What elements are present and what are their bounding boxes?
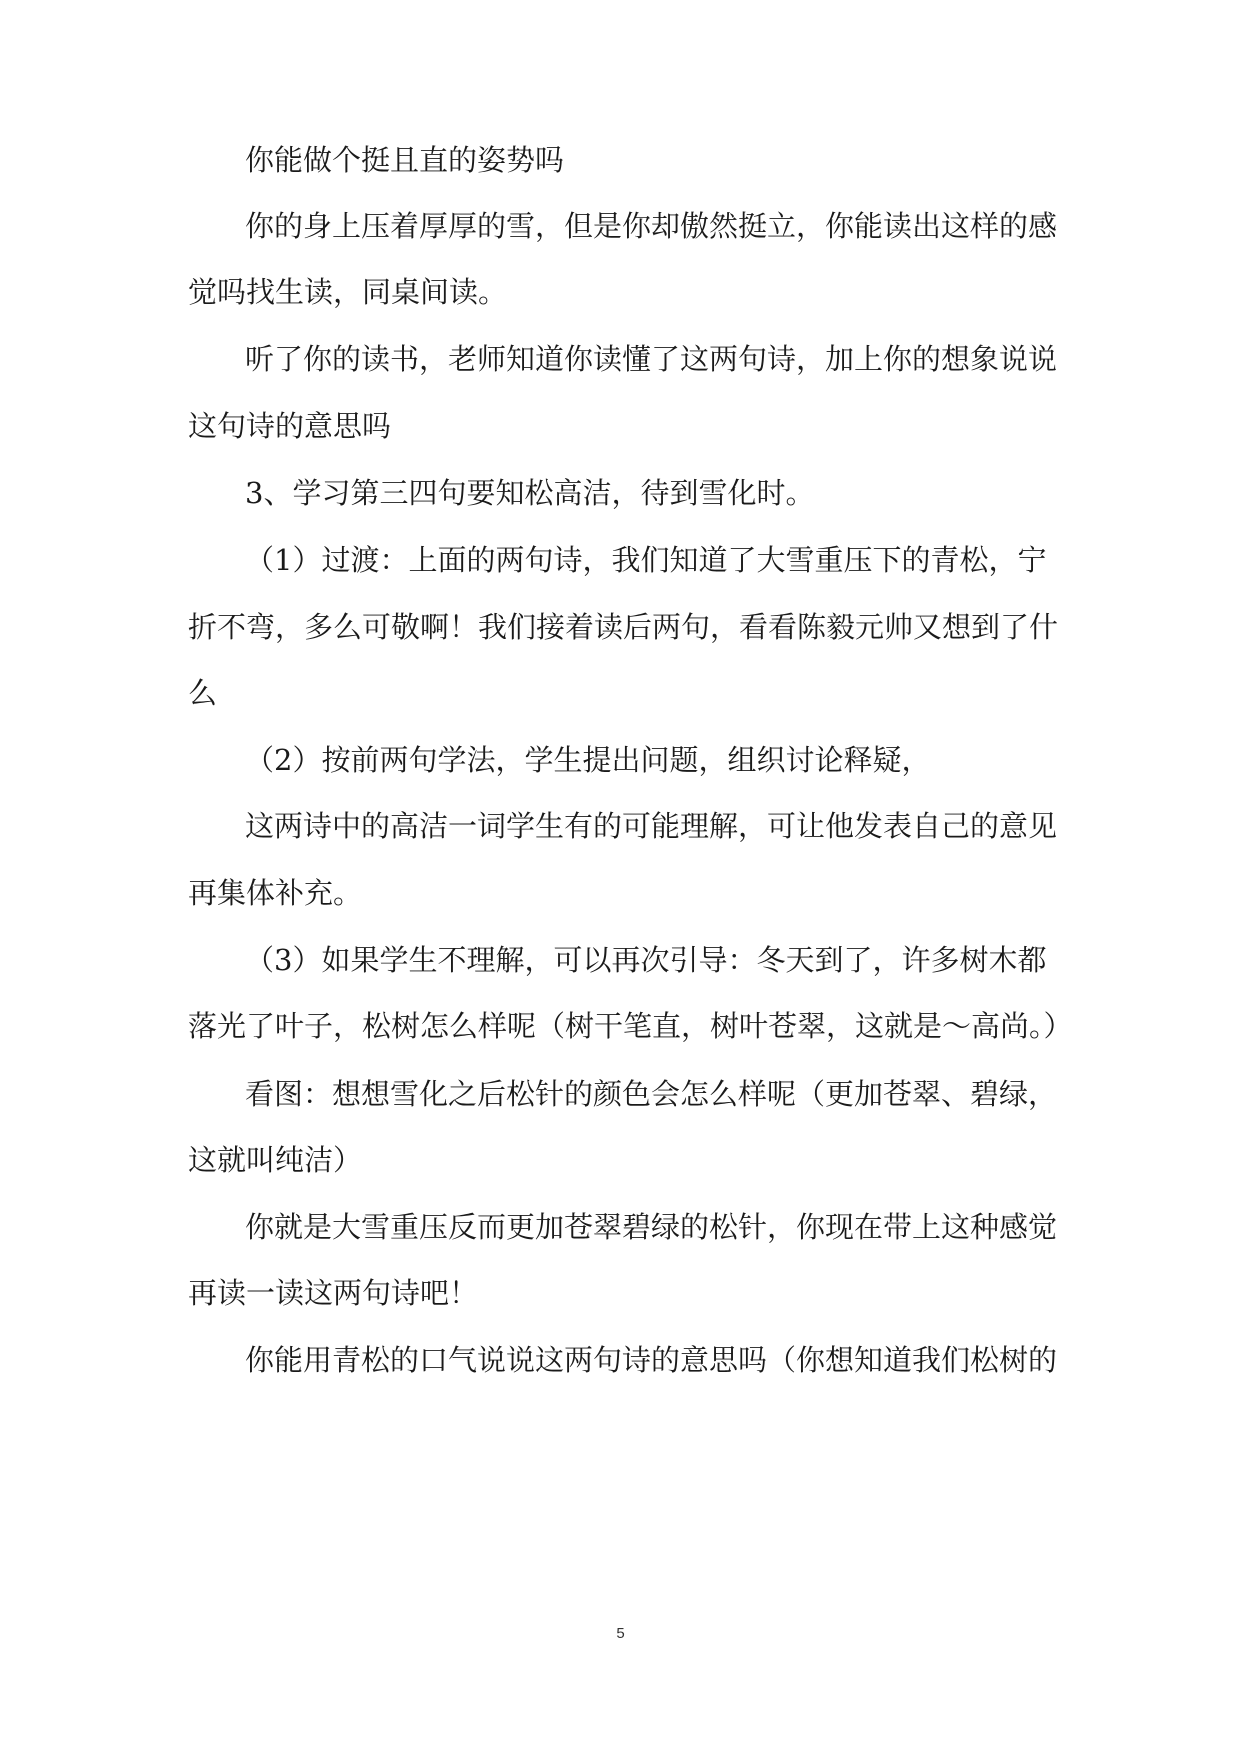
text-line: 么 (188, 676, 218, 710)
text-line: 再读一读这两句诗吧！ (188, 1276, 479, 1310)
text-line: 觉吗找生读，同桌间读。 (188, 275, 508, 309)
text-line: 看图：想想雪化之后松针的颜色会怎么样呢（更加苍翠、碧绿， (245, 1077, 1058, 1111)
text-line: 你能用青松的口气说说这两句诗的意思吗（你想知道我们松树的 (245, 1343, 1058, 1377)
text-line: 3、学习第三四句要知松高洁，待到雪化时。 (245, 476, 815, 510)
text-line: （1）过渡：上面的两句诗，我们知道了大雪重压下的青松，宁 (245, 543, 1047, 577)
text-line: 听了你的读书，老师知道你读懂了这两句诗，加上你的想象说说 (245, 342, 1058, 376)
text-line: 你就是大雪重压反而更加苍翠碧绿的松针，你现在带上这种感觉 (245, 1210, 1058, 1244)
text-line: 落光了叶子，松树怎么样呢（树干笔直，树叶苍翠，这就是～高尚。） (188, 1009, 1073, 1043)
text-line: （3）如果学生不理解，可以再次引导：冬天到了，许多树木都 (245, 943, 1047, 977)
text-line: 折不弯，多么可敬啊！我们接着读后两句，看看陈毅元帅又想到了什 (188, 610, 1059, 644)
page-number: 5 (616, 1625, 625, 1642)
text-line: 你的身上压着厚厚的雪，但是你却傲然挺立，你能读出这样的感 (245, 209, 1058, 243)
text-line: 这句诗的意思吗 (188, 409, 392, 443)
text-line: 这就叫纯洁） (188, 1143, 363, 1177)
text-line: 这两诗中的高洁一词学生有的可能理解，可让他发表自己的意见 (245, 809, 1058, 843)
text-line: 再集体补充。 (188, 876, 363, 910)
text-line: 你能做个挺且直的姿势吗 (245, 143, 565, 177)
text-line: （2）按前两句学法，学生提出问题，组织讨论释疑， (245, 743, 931, 777)
